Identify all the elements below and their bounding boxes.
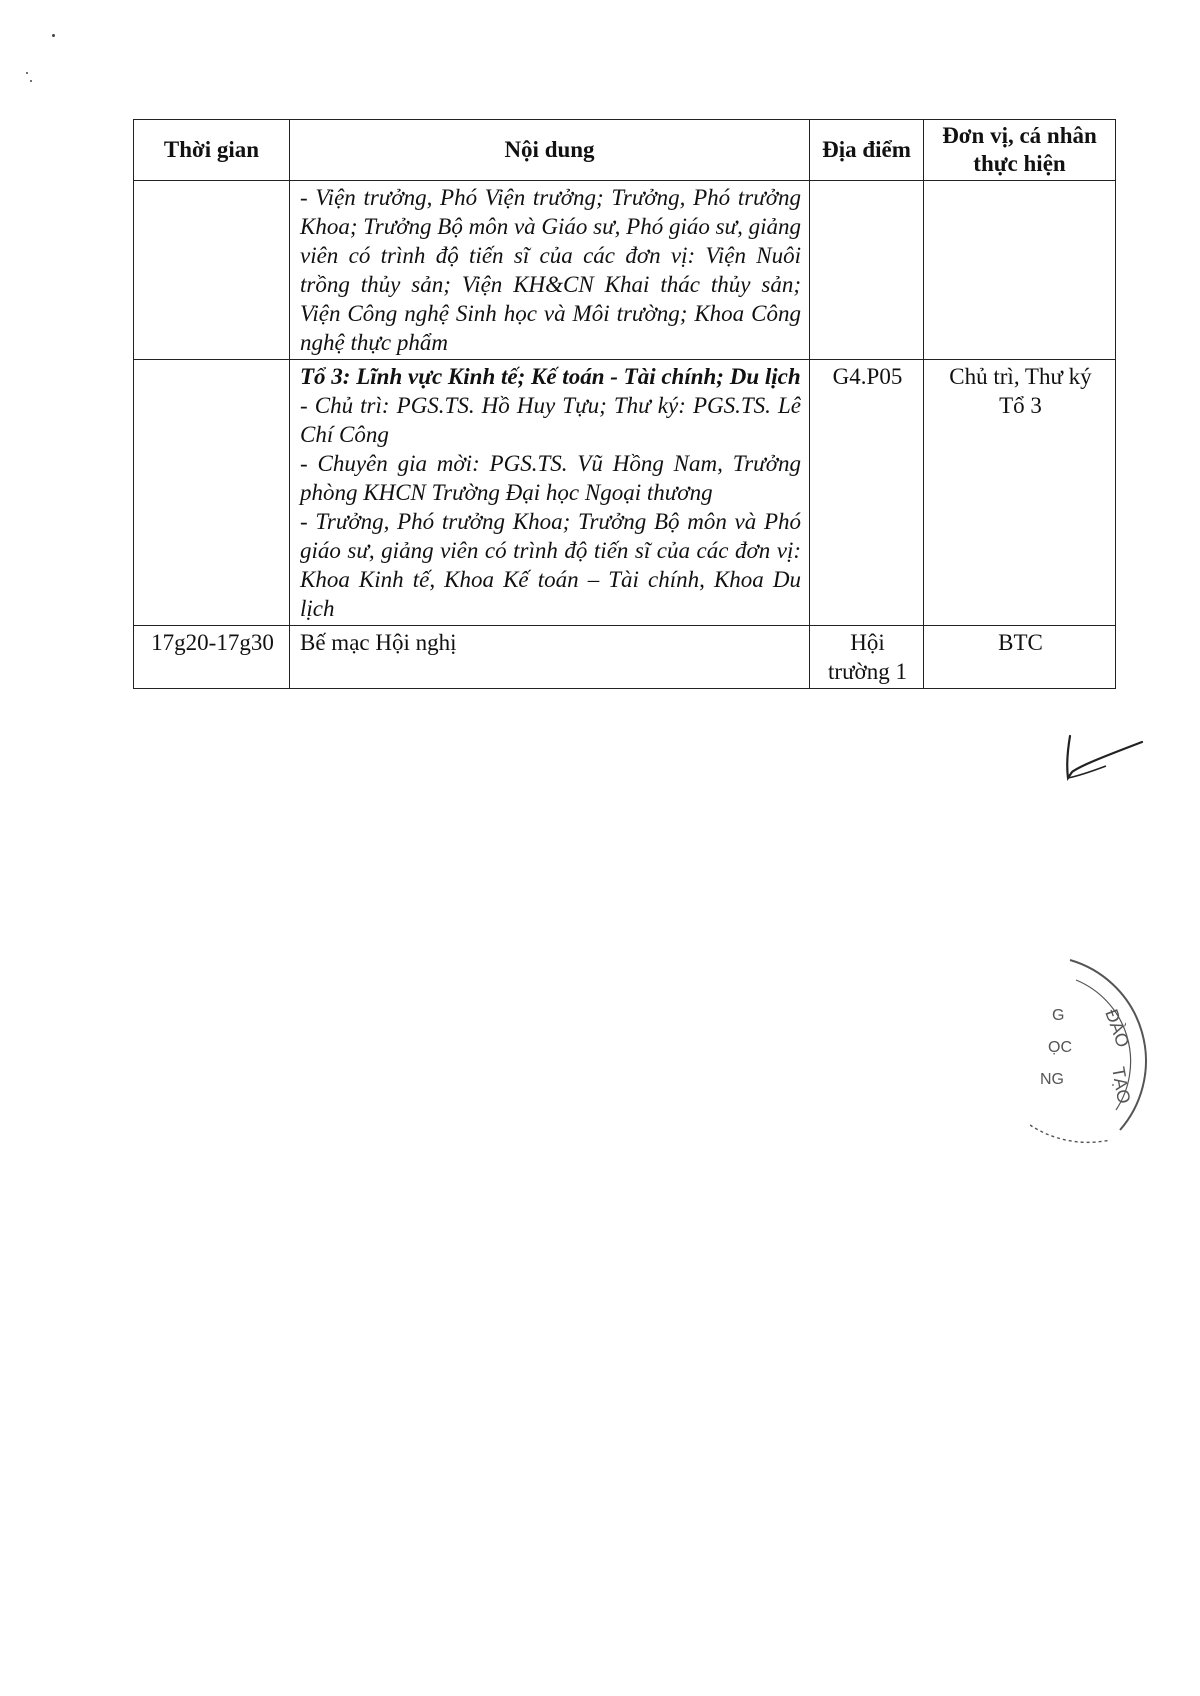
cell-content xyxy=(290,360,810,626)
cell-time xyxy=(134,181,290,360)
group-heading: Tổ 3: Lĩnh vực Kinh tế; Kế toán - Tài chính; Du lịch xyxy=(300,364,801,389)
seal-stamp xyxy=(1030,950,1155,1160)
header-unit: Đơn vị, cá nhân thực hiện xyxy=(924,120,1116,181)
svg-text:G: G xyxy=(1052,1007,1065,1024)
svg-text:NG: NG xyxy=(1040,1071,1064,1088)
content-line: - Chủ trì: PGS.TS. Hồ Huy Tựu; Thư ký: PGS.TS. Lê Chí Công xyxy=(300,393,801,447)
content-line: - Chuyên gia mời: PGS.TS. Vũ Hồng Nam, Trưởng phòng KHCN Trường Đại học Ngoại thương xyxy=(300,451,801,505)
header-content: Nội dung xyxy=(290,120,810,181)
svg-text:TẠO: TẠO xyxy=(1108,1065,1135,1106)
cell-content xyxy=(290,181,810,360)
header-time: Thời gian xyxy=(134,120,290,181)
table-header-row xyxy=(134,120,1116,181)
cell-content: Bế mạc Hội nghị xyxy=(290,626,810,689)
svg-text:ỌC: ỌC xyxy=(1048,1039,1072,1056)
content-line: - Trưởng, Phó trưởng Khoa; Trưởng Bộ môn và Phó giáo sư, giảng viên có trình độ tiến sĩ của các đơn vị: Khoa Kinh tế, Khoa Kế toán – Tài chính, Khoa Du lịch xyxy=(300,509,801,621)
cell-time xyxy=(134,360,290,626)
signature-mark xyxy=(1060,728,1150,788)
scan-speck xyxy=(30,80,32,82)
cell-time: 17g20-17g30 xyxy=(134,626,290,689)
cell-place: G4.P05 xyxy=(810,360,924,626)
scan-speck xyxy=(26,72,28,74)
cell-place: Hội trường 1 xyxy=(810,626,924,689)
table-row xyxy=(134,626,1116,689)
table-row xyxy=(134,181,1116,360)
svg-text:ĐÀO: ĐÀO xyxy=(1101,1006,1134,1051)
content-line: - Viện trưởng, Phó Viện trưởng; Trưởng, Phó trưởng Khoa; Trưởng Bộ môn và Giáo sư, Phó giáo sư, giảng viên có trình độ tiến sĩ của các đơn vị: Viện Nuôi trồng thủy sản; Viện KH&CN Khai thác thủy sản; Viện Công nghệ Sinh học và Môi trường; Khoa Công nghệ thực phẩm xyxy=(300,185,801,355)
header-place: Địa điểm xyxy=(810,120,924,181)
cell-unit xyxy=(924,181,1116,360)
cell-unit: BTC xyxy=(924,626,1116,689)
cell-place xyxy=(810,181,924,360)
scan-speck xyxy=(52,34,55,37)
table-row xyxy=(134,360,1116,626)
schedule-table xyxy=(133,119,1116,689)
cell-unit: Chủ trì, Thư ký Tổ 3 xyxy=(924,360,1116,626)
